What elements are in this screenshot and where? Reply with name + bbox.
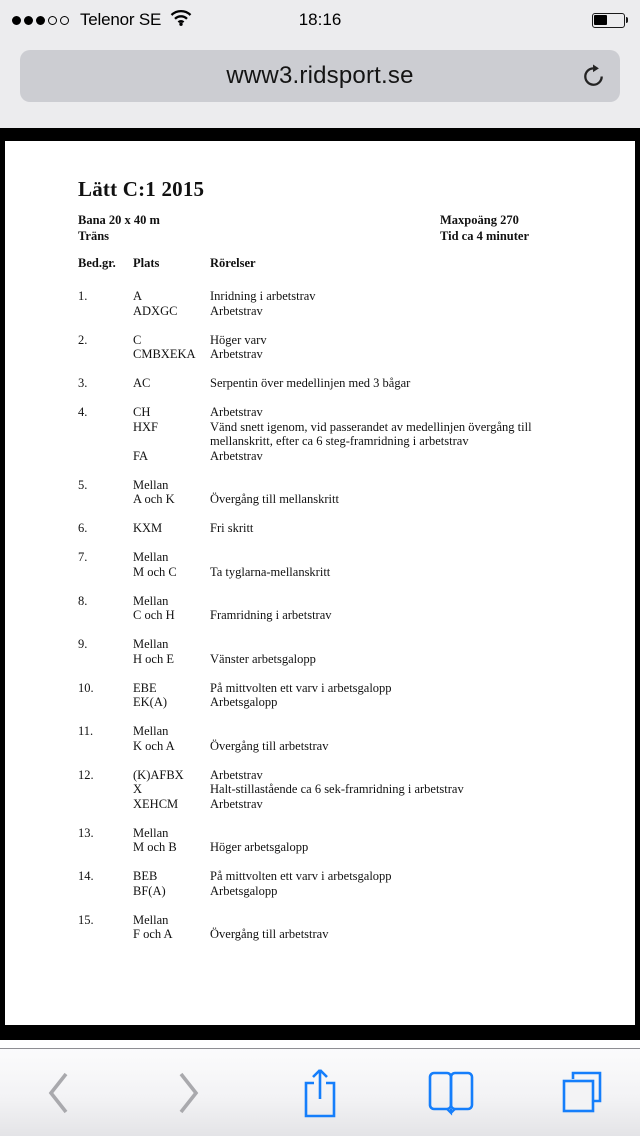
row-number: 6. (78, 521, 88, 535)
rorelse-cell: Arbetstrav (210, 303, 263, 318)
row-line (133, 826, 635, 841)
plats-cell: M och B (133, 840, 177, 854)
row-line (133, 652, 635, 667)
rorelse-cell (210, 724, 572, 739)
rorelse-cell: Övergång till arbetstrav (210, 738, 329, 753)
rorelse-cell: På mittvolten ett varv i arbetsgalopp (210, 869, 392, 883)
row-lines (133, 289, 635, 318)
signal-dot (60, 16, 69, 25)
row-lines (133, 550, 635, 579)
table-row (78, 333, 635, 362)
rorelse-cell (210, 637, 572, 652)
share-icon (302, 1066, 338, 1120)
row-line (133, 347, 635, 362)
row-line (133, 333, 635, 348)
rorelse-cell: Ta tyglarna-mellanskritt (210, 564, 331, 579)
table-row (78, 913, 635, 942)
table-row (78, 681, 635, 710)
row-lines (133, 333, 635, 362)
plats-cell: A (133, 289, 143, 303)
status-bar (0, 0, 640, 40)
row-line (133, 420, 635, 449)
duration: Tid ca 4 minuter (440, 229, 530, 243)
table-row (78, 550, 635, 579)
row-line (133, 782, 635, 797)
rorelse-cell: På mittvolten ett varv i arbetsgalopp (210, 680, 392, 695)
rorelse-cell: Arbetstrav (210, 405, 263, 419)
tabs-button[interactable] (550, 1061, 614, 1125)
row-lines (133, 869, 635, 898)
url-text[interactable]: www3.ridsport.se (226, 62, 414, 89)
plats-cell: M och C (133, 564, 177, 579)
row-line (133, 565, 635, 580)
rorelse-cell (210, 478, 572, 493)
plats-cell: BEB (133, 869, 158, 883)
row-lines (133, 376, 635, 391)
tabs-icon (561, 1070, 603, 1116)
row-line (133, 478, 635, 493)
battery-fill (594, 15, 607, 25)
rorelse-cell: Inridning i arbetstrav (210, 289, 316, 303)
rorelse-cell: Serpentin över medellinjen med 3 bågar (210, 376, 411, 390)
plats-cell: C (133, 332, 142, 347)
row-lines (133, 405, 635, 463)
table-row (78, 826, 635, 855)
plats-cell: C och H (133, 608, 175, 622)
plats-cell: CH (133, 405, 151, 419)
signal-group (12, 9, 192, 31)
row-number: 13. (78, 825, 94, 840)
table-row (78, 594, 635, 623)
row-line (133, 884, 635, 899)
header-bedgr: Bed.gr. (78, 256, 116, 270)
rorelse-cell: Vänster arbetsgalopp (210, 651, 316, 666)
dressage-program (5, 141, 635, 942)
signal-dot (36, 16, 45, 25)
row-number: 8. (78, 593, 88, 608)
meta-right (440, 212, 529, 244)
plats-cell: KXM (133, 521, 163, 535)
carrier-label: Telenor SE (80, 10, 162, 29)
bridle-type: Träns (78, 229, 110, 243)
wifi-icon (170, 9, 192, 31)
plats-cell: (K)AFBX (133, 767, 184, 782)
row-number: 4. (78, 405, 88, 419)
plats-cell: X (133, 782, 143, 796)
back-icon (45, 1070, 71, 1116)
table-row (78, 521, 635, 536)
row-line (133, 449, 635, 464)
row-lines (133, 826, 635, 855)
row-line (133, 695, 635, 710)
rorelse-cell: Arbetstrav (210, 796, 263, 811)
row-number: 11. (78, 724, 94, 738)
header-plats: Plats (133, 256, 160, 270)
row-number: 2. (78, 332, 88, 347)
plats-cell: ADXGC (133, 303, 178, 318)
page-bottom-strip (0, 1040, 640, 1048)
plats-cell: A och K (133, 492, 175, 506)
plats-cell: Mellan (133, 825, 169, 840)
row-number: 14. (78, 869, 94, 883)
row-line (133, 724, 635, 739)
share-button[interactable] (288, 1061, 352, 1125)
plats-cell: K och A (133, 738, 175, 753)
row-line (133, 304, 635, 319)
rorelse-cell (210, 913, 572, 928)
table-header (78, 256, 635, 271)
row-lines (133, 521, 635, 536)
rorelse-cell: Höger varv (210, 332, 267, 347)
plats-cell: Mellan (133, 550, 169, 564)
table-row (78, 405, 635, 463)
row-number: 15. (78, 912, 94, 927)
row-number: 5. (78, 477, 88, 492)
address-bar[interactable] (20, 50, 620, 102)
plats-cell: Mellan (133, 593, 169, 608)
rorelse-cell: Arbetstrav (210, 767, 263, 782)
rorelse-cell (210, 594, 572, 609)
plats-cell: EBE (133, 680, 157, 695)
document-page (5, 141, 635, 1025)
row-line (133, 739, 635, 754)
row-line (133, 637, 635, 652)
plats-cell: EK(A) (133, 695, 168, 709)
row-lines (133, 478, 635, 507)
plats-cell: F och A (133, 927, 173, 941)
browser-viewport (0, 128, 640, 1048)
table-row (78, 869, 635, 898)
table-row (78, 768, 635, 812)
rorelse-cell: Övergång till mellanskritt (210, 492, 339, 506)
row-number: 9. (78, 637, 88, 651)
row-number: 1. (78, 289, 88, 303)
signal-dot (12, 16, 21, 25)
row-number: 7. (78, 550, 88, 564)
signal-dot (48, 16, 57, 25)
forward-icon (176, 1070, 202, 1116)
plats-cell: Mellan (133, 724, 169, 738)
back-button[interactable] (26, 1061, 90, 1125)
rorelse-cell (210, 826, 572, 841)
header-rorelser: Rörelser (210, 256, 256, 270)
row-line (133, 869, 635, 884)
row-line (133, 376, 635, 391)
max-points: Maxpoäng 270 (440, 213, 519, 227)
signal-dots (12, 16, 69, 25)
plats-cell: HXF (133, 419, 159, 434)
rorelse-cell: Arbetstrav (210, 347, 263, 361)
rorelse-cell: Halt-stillastående ca 6 sek-framridning i arbetstrav (210, 782, 464, 796)
plats-cell: Mellan (133, 637, 169, 651)
row-line (133, 289, 635, 304)
row-line (133, 840, 635, 855)
row-lines (133, 594, 635, 623)
plats-cell: CMBXEKA (133, 347, 196, 361)
rorelse-cell: Arbetstrav (210, 448, 263, 463)
row-line (133, 681, 635, 696)
bookmarks-icon (428, 1069, 474, 1117)
bookmarks-button[interactable] (419, 1061, 483, 1125)
row-line (133, 521, 635, 536)
clock-label: 18:16 (298, 10, 342, 29)
table-row (78, 637, 635, 666)
table-row (78, 724, 635, 753)
plats-cell: BF(A) (133, 883, 166, 898)
arena-size: Bana 20 x 40 m (78, 213, 160, 227)
row-line (133, 492, 635, 507)
table-row (78, 289, 635, 318)
browser-toolbar (0, 1048, 640, 1136)
rorelse-cell: Vänd snett igenom, vid passerandet av medellinjen övergång till mellanskritt, efter ca 6 steg-framridning i arbetstrav (210, 419, 532, 448)
row-lines (133, 913, 635, 942)
plats-cell: Mellan (133, 477, 169, 492)
row-lines (133, 681, 635, 710)
row-line (133, 594, 635, 609)
table-row (78, 376, 635, 391)
reload-button[interactable] (578, 61, 608, 91)
rorelse-cell: Arbetsgalopp (210, 883, 278, 898)
forward-button[interactable] (157, 1061, 221, 1125)
row-line (133, 550, 635, 565)
browser-chrome-top (0, 40, 640, 128)
rorelse-cell: Arbetsgalopp (210, 695, 278, 709)
rorelse-cell: Fri skritt (210, 521, 254, 535)
rorelse-cell: Höger arbetsgalopp (210, 840, 309, 854)
battery-icon (592, 13, 629, 28)
plats-cell: FA (133, 448, 149, 463)
row-line (133, 608, 635, 623)
signal-dot (24, 16, 33, 25)
rorelse-cell: Framridning i arbetstrav (210, 608, 332, 622)
row-line (133, 768, 635, 783)
row-lines (133, 637, 635, 666)
movements-table (78, 289, 635, 942)
row-number: 12. (78, 767, 94, 782)
plats-cell: AC (133, 376, 151, 390)
row-lines (133, 768, 635, 812)
row-line (133, 405, 635, 420)
reload-icon (580, 63, 607, 90)
rorelse-cell (210, 550, 572, 565)
row-line (133, 913, 635, 928)
row-lines (133, 724, 635, 753)
row-line (133, 797, 635, 812)
plats-cell: Mellan (133, 912, 169, 927)
table-row (78, 478, 635, 507)
row-line (133, 927, 635, 942)
plats-cell: H och E (133, 651, 174, 666)
meta-block (78, 212, 635, 244)
rorelse-cell: Övergång till arbetstrav (210, 927, 329, 941)
plats-cell: XEHCM (133, 796, 179, 811)
page-title: Lätt C:1 2015 (78, 177, 205, 201)
row-number: 10. (78, 680, 94, 695)
row-number: 3. (78, 376, 88, 390)
